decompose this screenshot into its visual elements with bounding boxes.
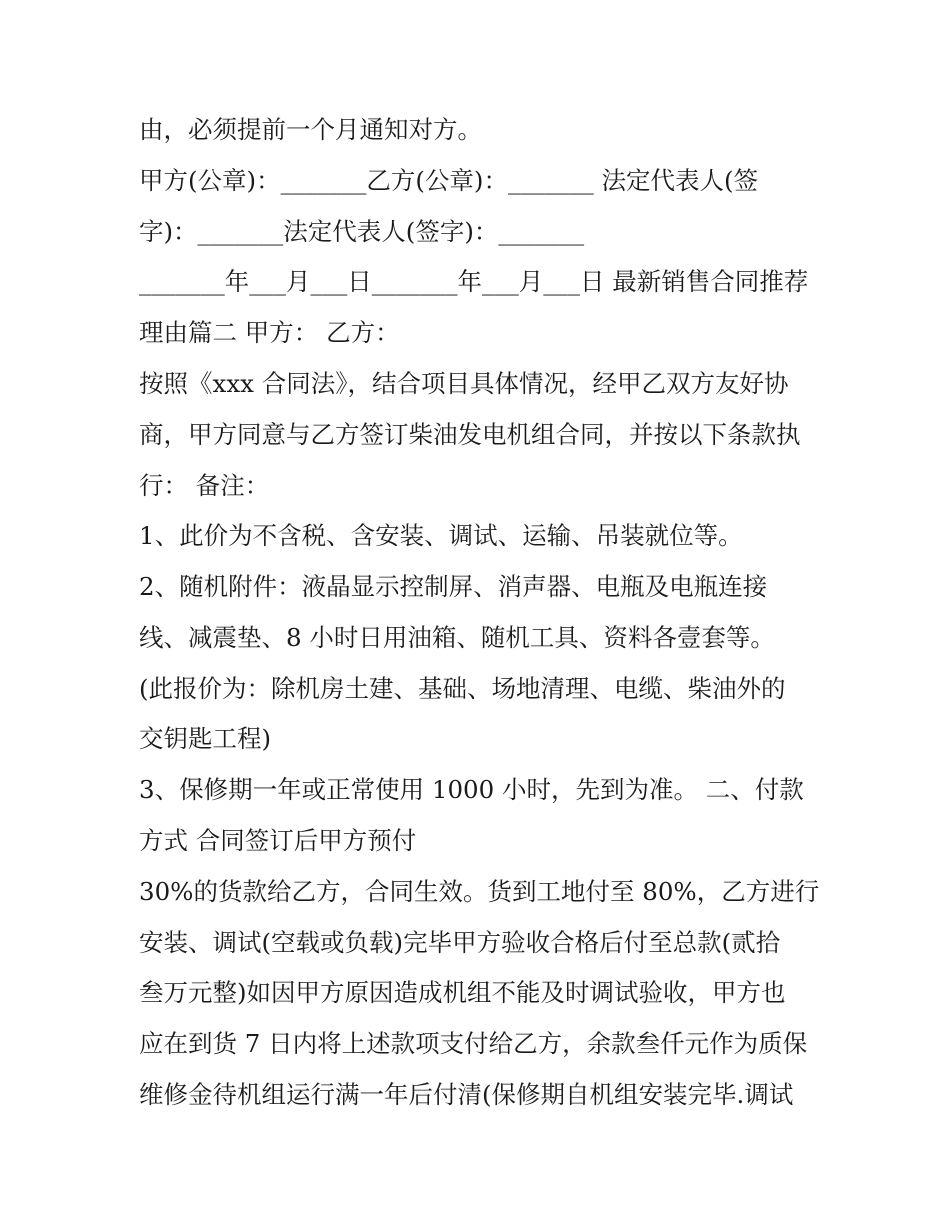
text-line: 理由篇二 甲方： 乙方： — [139, 318, 400, 347]
text-line: 由，必须提前一个月通知对方。 — [139, 115, 482, 144]
text-line: 按照《xxx 合同法》，结合项目具体情况，经甲乙双方友好协 — [139, 369, 789, 398]
text-line: 线、减震垫、8 小时日用油箱、随机工具、资料各壹套等。 — [139, 623, 775, 652]
text-line: 应在到货 7 日内将上述款项支付给乙方，余款叁仟元作为质保 — [139, 1029, 808, 1058]
text-line: 1、此价为不含税、含安装、调试、运输、吊装就位等。 — [139, 521, 743, 550]
text-line: 行： 备注： — [139, 471, 270, 500]
text-line: 方式 合同签订后甲方预付 — [139, 826, 417, 855]
text-line: 安装、调试(空载或负载)完毕甲方验收合格后付至总款(贰拾 — [139, 928, 781, 957]
text-line: _______年___月___日_______年___月___日 最新销售合同推荐 — [139, 267, 809, 296]
text-line: 交钥匙工程) — [139, 724, 272, 753]
text-line: 3、保修期一年或正常使用 1000 小时，先到为准。 二、付款 — [139, 775, 804, 804]
text-line: 商，甲方同意与乙方签订柴油发电机组合同，并按以下条款执 — [139, 420, 801, 449]
text-line: 甲方(公章)：_______乙方(公章)：_______ 法定代表人(签 — [139, 166, 759, 195]
text-line: (此报价为：除机房土建、基础、场地清理、电缆、柴油外的 — [139, 674, 786, 703]
text-line: 30%的货款给乙方，合同生效。货到工地付至 80%，乙方进行 — [139, 877, 820, 906]
text-line: 维修金待机组运行满一年后付清(保修期自机组安装完毕.调试 — [139, 1080, 794, 1109]
text-line: 叁万元整)如因甲方原因造成机组不能及时调试验收，甲方也 — [139, 978, 786, 1007]
text-line: 字)：_______法定代表人(签字)：_______ — [139, 217, 585, 246]
text-line: 2、随机附件：液晶显示控制屏、消声器、电瓶及电瓶连接 — [139, 572, 768, 601]
